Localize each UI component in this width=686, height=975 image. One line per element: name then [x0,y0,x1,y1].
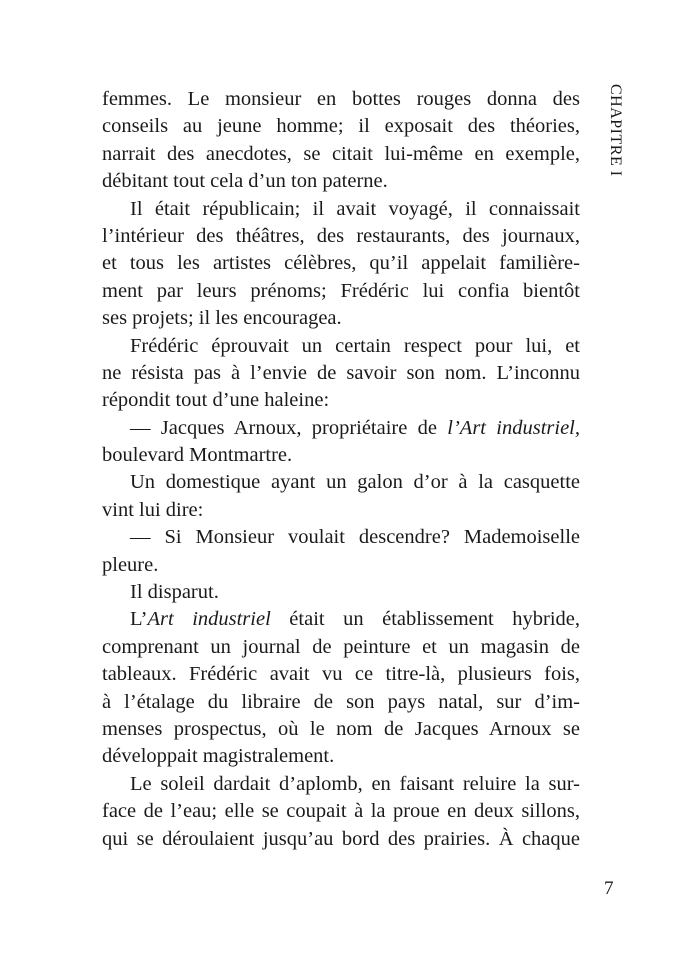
text-line: débitant tout cela d’un ton paterne. [102,170,388,193]
text-segment: L’ [130,608,148,631]
text-line: pleure. [102,553,159,576]
text-line: Le soleil dardait d’aplomb, en faisant reluire la sur- [130,772,580,795]
text-line: ment par leurs prénoms; Frédéric lui confia bientôt [102,279,580,302]
text-line: l’intérieur des théâtres, des restaurants, des journaux, [102,224,580,247]
italic-title: Art industriel [147,608,271,631]
text-line: Frédéric éprouvait un certain respect pour lui, et [130,334,580,357]
text-line: menses prospectus, où le nom de Jacques Arnoux se [102,717,580,740]
text-segment: était un établissement hybride, [270,608,580,631]
text-line: tableaux. Frédéric avait vu ce titre-là, plusieurs fois, [102,663,580,686]
text-line: — Si Monsieur voulait descendre? Mademoiselle [130,526,580,549]
text-line [102,415,580,442]
text-line: conseils au jeune homme; il exposait des théories, [102,115,580,138]
text-line: vint lui dire: [102,498,204,521]
text-line: boulevard Montmartre. [102,444,293,467]
page-number: 7 [604,878,614,899]
text-line: qui se déroulaient jusqu’au bord des prairies. À chaque [102,827,580,850]
running-head [605,84,627,204]
text-line: face de l’eau; elle se coupait à la proue en deux sillons, [102,800,580,823]
text-line: à l’étalage du libraire de son pays natal, sur d’im- [102,690,580,713]
running-head-text: CHAPITRE I [607,84,624,177]
text-line: ses projets; il les encouragea. [102,307,342,330]
text-line: et tous les artistes célèbres, qu’il appelait familière- [102,252,580,275]
text-line: Un domestique ayant un galon d’or à la casquette [130,471,580,494]
text-line: développait magistralement. [102,745,335,768]
text-line: ne résista pas à l’envie de savoir son nom. L’inconnu [102,361,580,384]
body-text [102,86,580,853]
text-line: répondit tout d’une haleine: [102,389,330,412]
text-segment: — Jacques Arnoux, propriétaire de [130,416,448,439]
text-line: comprenant un journal de peinture et un magasin de [102,635,580,658]
text-line: Il était républicain; il avait voyagé, il connaissait [130,197,580,220]
text-line: femmes. Le monsieur en bottes rouges donna des [102,88,580,110]
text-line: narrait des anecdotes, se citait lui-même en exemple, [102,142,580,165]
text-line: Il disparut. [130,581,219,604]
text-line [102,606,580,633]
italic-title: l’Art industriel, [447,416,580,439]
